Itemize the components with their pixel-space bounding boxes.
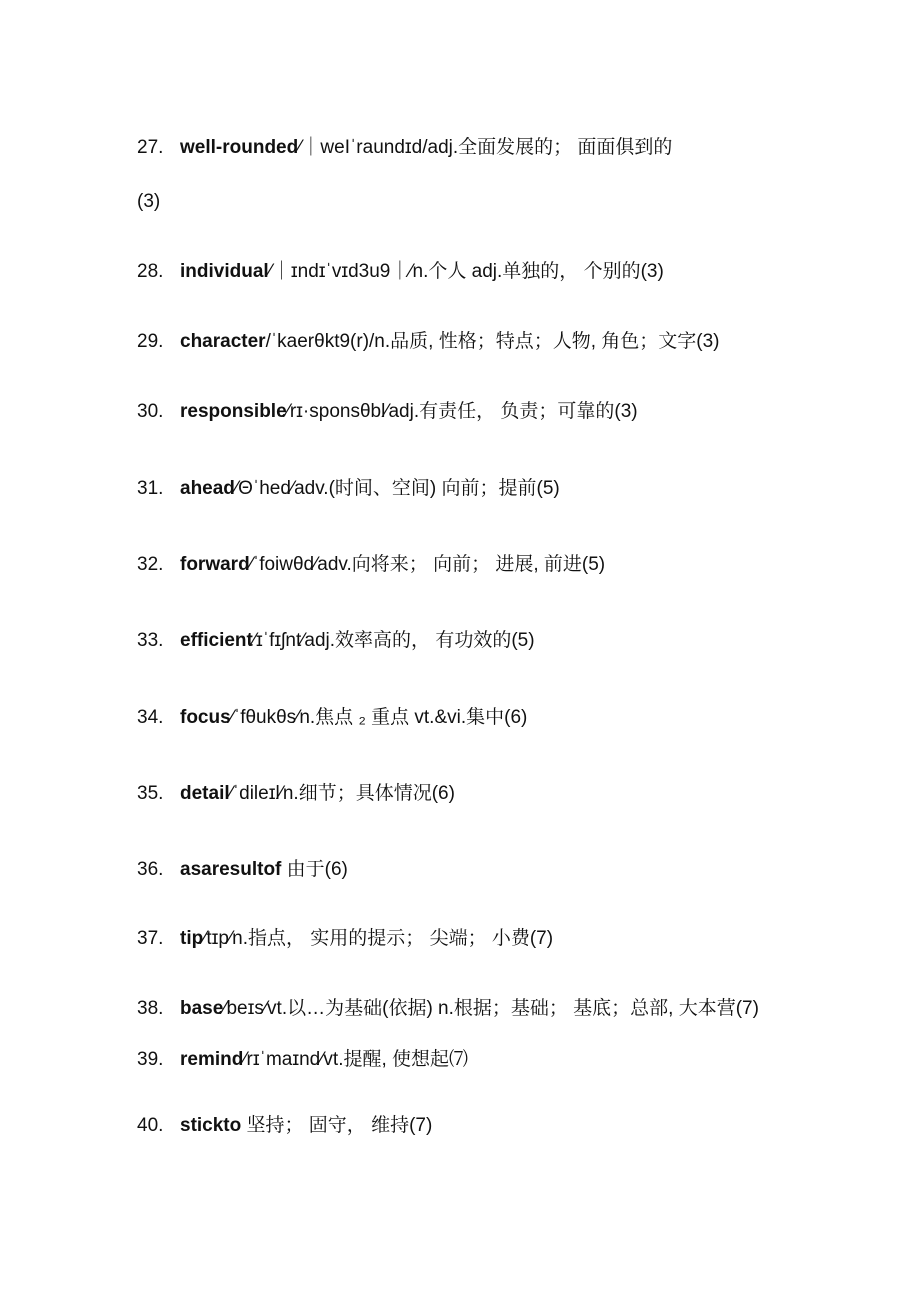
vocab-entry-31 <box>137 477 560 501</box>
entry-number: 27. <box>137 137 164 158</box>
entry-word: forward <box>180 554 250 575</box>
entry-word: base <box>180 998 224 1019</box>
entry-word: efficient <box>180 630 253 651</box>
entry-definition: ⁄ˈfθukθs⁄n.焦点 ₂ 重点 vt.&vi.集中(6) <box>230 707 528 728</box>
entry-word: ahead <box>180 478 235 499</box>
entry-definition: ⁄Θˈhed⁄adv.(时间、空间) 向前；提前(5) <box>234 478 560 499</box>
entry-definition: ⁄rɪˈmaɪnd⁄vt.提醒, 使想起⑺ <box>243 1049 469 1070</box>
entry-definition: 坚持； 固守， 维持(7) <box>241 1115 433 1136</box>
vocab-entry-35 <box>137 782 455 806</box>
entry-number: 37. <box>137 928 164 949</box>
vocab-entry-30 <box>137 400 638 424</box>
entry-word: remind <box>180 1049 244 1070</box>
entry-definition: 由于(6) <box>281 859 348 880</box>
entry-definition: ⁄ˈdileɪl⁄n.细节；具体情况(6) <box>229 783 455 804</box>
entry-definition: ⁄｜weIˈraundɪd/adj.全面发展的； 面面俱到的 <box>298 137 673 158</box>
entry-word: individual <box>180 261 269 282</box>
vocab-entry-29 <box>137 330 720 354</box>
entry-word: focus <box>180 707 231 728</box>
entry-number: 29. <box>137 331 164 352</box>
entry-number: 36. <box>137 859 164 880</box>
entry-number: 32. <box>137 554 164 575</box>
entry-definition: ⁄ˈfoiwθd⁄adv.向将来； 向前； 进展, 前进(5) <box>249 554 606 575</box>
vocab-entry-38 <box>137 997 759 1021</box>
entry-definition: ⁄｜ɪndɪˈvɪd3u9｜⁄n.个人 adj.单独的， 个别的(3) <box>268 261 664 282</box>
entry-definition: ⁄rɪ·sponsθbl⁄adj.有责任， 负责；可靠的(3) <box>286 401 638 422</box>
entry-number: 35. <box>137 783 164 804</box>
entry-definition: ⁄ɪˈfɪʃnt⁄adj.效率高的， 有功效的(5) <box>252 630 535 651</box>
entry-number: 40. <box>137 1115 164 1136</box>
vocab-entry-27 <box>137 136 672 160</box>
entry-word: asaresultof <box>180 859 282 880</box>
entry-number: 38. <box>137 998 164 1019</box>
vocab-entry-28 <box>137 260 664 284</box>
entry-definition: ⁄beɪs⁄vt.以…为基础(依据) n.根据；基础； 基底；总部, 大本营(7) <box>223 998 759 1019</box>
entry-word: well-rounded <box>180 137 299 158</box>
entry-word: tip <box>180 928 204 949</box>
entry-number: 39. <box>137 1049 164 1070</box>
entry-definition: /ˈkaerθkt9(r)/n.品质, 性格；特点；人物, 角色；文字(3) <box>265 331 720 352</box>
entry-number: 31. <box>137 478 164 499</box>
entry-word: stickto <box>180 1115 242 1136</box>
entry-number: 30. <box>137 401 164 422</box>
vocab-entry-39 <box>137 1048 468 1072</box>
vocab-entry-32 <box>137 553 605 577</box>
entry-word: responsible <box>180 401 287 422</box>
entry-word: character <box>180 331 266 352</box>
entry-number: 34. <box>137 707 164 728</box>
entry-word: detail <box>180 783 230 804</box>
vocab-entry-33 <box>137 629 535 653</box>
vocab-entry-36 <box>137 858 348 882</box>
vocab-entry-40 <box>137 1114 432 1138</box>
entry-27-continuation: (3) <box>137 191 161 212</box>
vocab-entry-37 <box>137 927 553 951</box>
vocab-entry-34 <box>137 706 527 730</box>
entry-number: 28. <box>137 261 164 282</box>
entry-definition: ⁄tɪp⁄n.指点， 实用的提示； 尖端； 小费(7) <box>203 928 554 949</box>
entry-number: 33. <box>137 630 164 651</box>
